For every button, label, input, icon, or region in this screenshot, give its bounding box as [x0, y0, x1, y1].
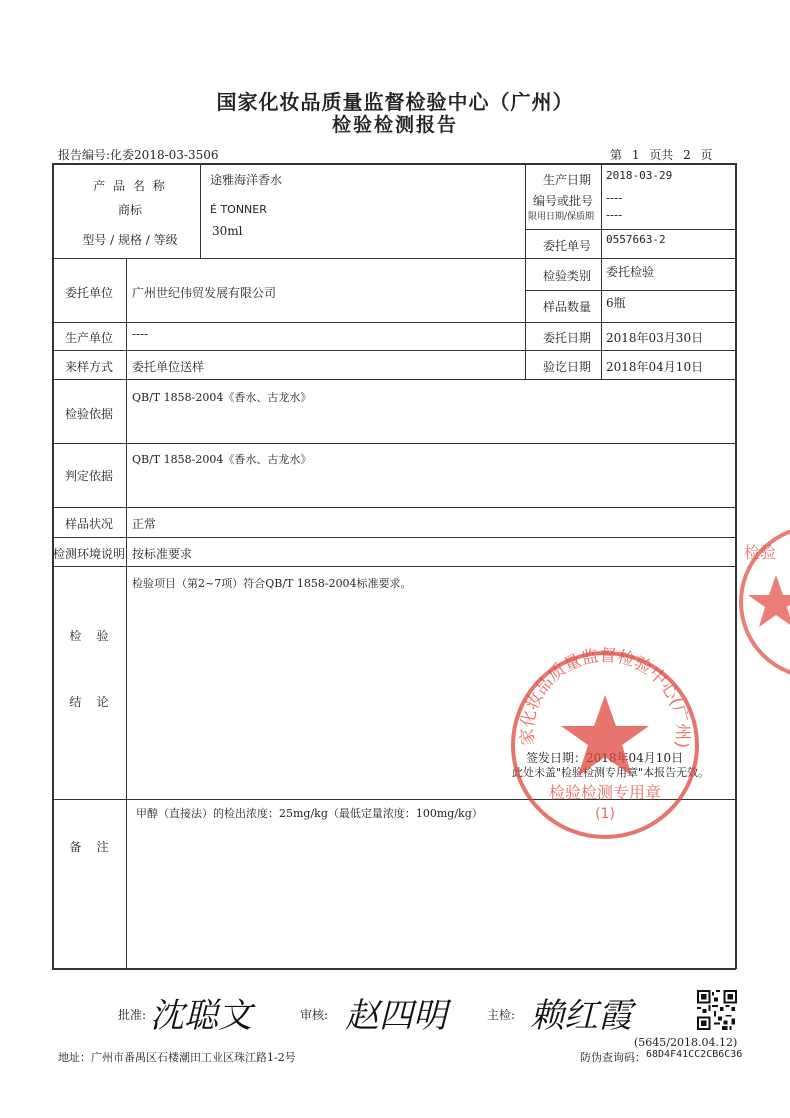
- form-number: (5645/2018.04.12): [634, 1036, 738, 1049]
- manufacturer-value: ----: [132, 327, 149, 341]
- review-signature: 赵四明: [345, 996, 447, 1036]
- seal-bottom-text: 检验检测专用章: [548, 783, 662, 802]
- edge-seal: [736, 520, 790, 685]
- edge-seal-text: 检验: [744, 543, 777, 562]
- seal-arc-text: 家化妆品质量监督检验中心(广州): [517, 645, 693, 750]
- conclusion-label-2: 结 论: [69, 695, 109, 709]
- manufacturer-label: 生产单位: [64, 331, 113, 345]
- commission-no-value: 0557663-2: [606, 233, 666, 246]
- sample-method-value: 委托单位送样: [132, 360, 205, 374]
- sample-state-value: 正常: [132, 517, 157, 531]
- judge-value: QB/T 1858-2004《香水、古龙水》: [132, 453, 312, 466]
- prod-date-label: 生产日期: [543, 173, 592, 187]
- sample-state-label: 样品状况: [64, 517, 113, 531]
- expiry-label: 限用日期/保质期: [528, 212, 595, 222]
- remark-text: 甲醇（直接法）的检出浓度：25mg/kg（最低定量浓度：100mg/kg）: [136, 807, 483, 820]
- brand-value: É TONNER: [210, 203, 267, 216]
- commission-date-value: 2018年03月30日: [606, 331, 704, 345]
- model-value: 30ml: [212, 224, 243, 238]
- sample-qty-label: 样品数量: [543, 300, 592, 314]
- product-name-label: 产 品 名 称: [93, 179, 167, 193]
- approve-label: 批准:: [118, 1008, 147, 1022]
- expiry-value: ----: [606, 208, 623, 222]
- client-label: 委托单位: [64, 286, 113, 300]
- remark-label: 备 注: [69, 840, 109, 854]
- prod-date-value: 2018-03-29: [606, 169, 673, 182]
- commission-no-label: 委托单号: [543, 239, 592, 253]
- brand-label: 商标: [117, 203, 142, 217]
- anti-fake-label: 防伪查询码：: [580, 1051, 646, 1064]
- basis-value: QB/T 1858-2004《香水、古龙水》: [132, 391, 312, 404]
- anti-fake-code: 68D4F41CC2CB6C36: [646, 1049, 743, 1060]
- batch-label: 编号或批号: [533, 194, 594, 208]
- issue-date: 签发日期：2018年04月10日: [526, 751, 684, 765]
- approve-signature: 沈聪文: [150, 996, 252, 1036]
- env-label: 检测环境说明: [52, 547, 125, 561]
- seal-number: (1): [595, 806, 615, 822]
- qr-code-icon: [697, 990, 737, 1030]
- client-value: 广州世纪伟贸发展有限公司: [132, 286, 277, 300]
- conclusion-label-1: 检 验: [69, 629, 109, 643]
- inspect-type-value: 委托检验: [606, 265, 655, 279]
- batch-value: ----: [606, 191, 623, 205]
- basis-label: 检验依据: [64, 407, 113, 421]
- address: 地址：广州市番禺区石楼潮田工业区珠江路1-2号: [58, 1051, 296, 1064]
- commission-date-label: 委托日期: [543, 331, 592, 345]
- finish-date-label: 验讫日期: [543, 360, 592, 374]
- review-label: 审核:: [300, 1008, 329, 1022]
- seal-note: 此处未盖"检验检测专用章"本报告无效。: [512, 766, 710, 779]
- env-value: 按标准要求: [132, 547, 193, 561]
- finish-date-value: 2018年04月10日: [606, 360, 704, 374]
- product-name-value: 途雅海洋香水: [210, 173, 283, 187]
- inspection-seal: [505, 640, 705, 840]
- page-info: 第 1 页共 2 页: [610, 148, 713, 162]
- model-label: 型号 / 规格 / 等级: [82, 233, 178, 247]
- main-inspector-label: 主检:: [487, 1008, 516, 1022]
- inspect-type-label: 检验类别: [543, 269, 592, 283]
- conclusion-text: 检验项目（第2~7项）符合QB/T 1858-2004标准要求。: [132, 577, 412, 590]
- judge-label: 判定依据: [64, 469, 113, 483]
- report-subtitle: 检验检测报告: [331, 114, 458, 136]
- sample-qty-value: 6瓶: [606, 296, 626, 310]
- main-inspector-signature: 赖红霞: [530, 996, 632, 1036]
- report-number: 报告编号:化委2018-03-3506: [58, 148, 219, 162]
- report-title: 国家化妆品质量监督检验中心（广州）: [216, 90, 574, 114]
- sample-method-label: 来样方式: [64, 360, 113, 374]
